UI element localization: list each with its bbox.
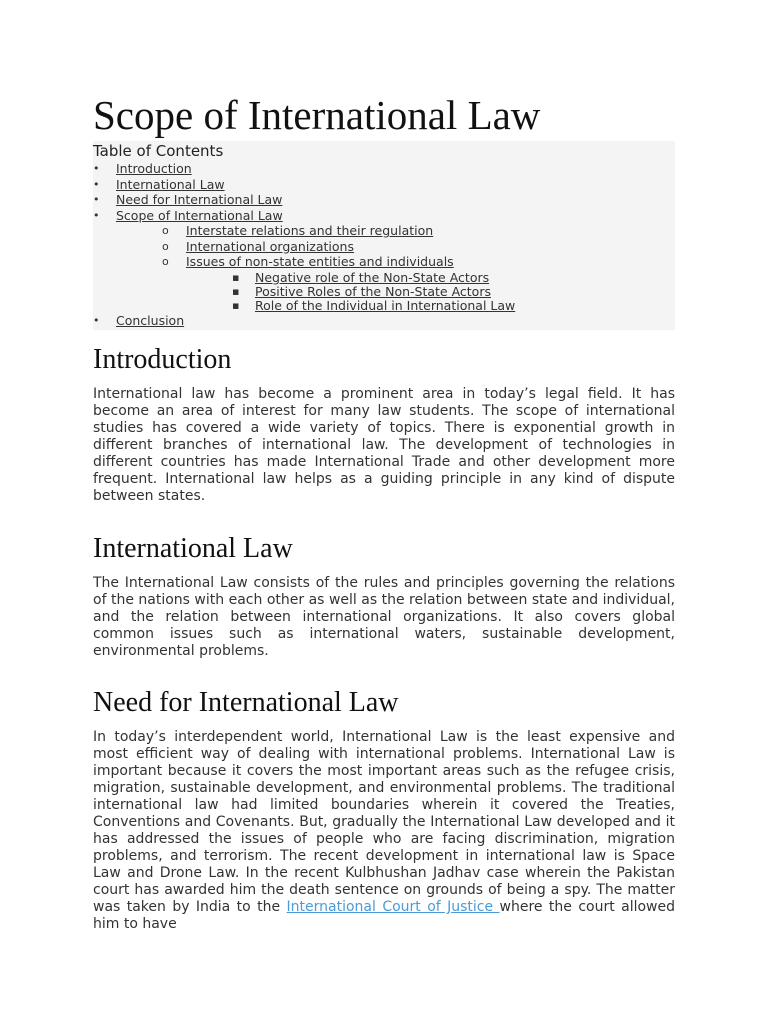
bullet-icon: • — [93, 193, 100, 206]
toc-link[interactable]: Negative role of the Non-State Actors — [255, 270, 490, 285]
toc-link[interactable]: Need for International Law — [116, 192, 283, 207]
icj-link[interactable]: International Court of Justice — [286, 899, 500, 915]
toc-item-international-law[interactable] — [116, 177, 225, 193]
toc-item-conclusion[interactable] — [116, 313, 184, 329]
bullet-icon: • — [93, 314, 100, 327]
toc-item-non-state[interactable] — [186, 254, 454, 270]
table-of-contents — [93, 141, 675, 330]
international-law-paragraph: The International Law consists of the rules and principles governing the relations of the nations with each other as well as the relation between state and individual, and the relation between international organizations. It also covers global common issues such as international waters, sustainable development, environmental problems. — [93, 575, 675, 659]
circle-bullet-icon: o — [162, 240, 169, 253]
square-bullet-icon: ▪ — [232, 271, 240, 284]
toc-item-organizations[interactable] — [186, 239, 354, 255]
toc-item-individual-role[interactable] — [255, 298, 515, 314]
toc-link[interactable]: Scope of International Law — [116, 208, 283, 223]
need-text-before-link: In today’s interdependent world, International Law is the least expensive and most efficient way of dealing with international problems. International Law is important because it covers the most important areas such as the refugee crisis, migration, sustainable development, and environmental problems. The traditional international law had limited boundaries wherein it covered the Treaties, Conventions and Covenants. But, gradually the International Law developed and it has addressed the issues of people who are facing discrimination, migration problems, and terrorism. The recent development in international law is Space Law and Drone Law. In the recent Kulbhushan Jadhav case wherein the Pakistan court has awarded him the death sentence on grounds of being a spy. The matter was taken by India to the — [93, 729, 675, 915]
international-law-heading: International Law — [93, 533, 293, 564]
need-paragraph — [93, 729, 675, 933]
bullet-icon: • — [93, 209, 100, 222]
toc-title: Table of Contents — [93, 142, 224, 160]
toc-link[interactable]: International organizations — [186, 239, 354, 254]
toc-item-scope[interactable] — [116, 208, 283, 224]
introduction-heading: Introduction — [93, 344, 232, 375]
toc-link[interactable]: Positive Roles of the Non-State Actors — [255, 284, 491, 299]
circle-bullet-icon: o — [162, 255, 169, 268]
bullet-icon: • — [93, 178, 100, 191]
toc-link[interactable]: Conclusion — [116, 313, 185, 328]
introduction-paragraph: International law has become a prominent area in today’s legal field. It has become an area of interest for many law students. The scope of international studies has covered a wide variety of topics. There is exponential growth in different branches of international law. The development of technologies in different countries has made International Trade and other development more frequent. International law helps as a guiding principle in any kind of dispute between states. — [93, 386, 675, 504]
need-heading: Need for International Law — [93, 687, 399, 718]
circle-bullet-icon: o — [162, 224, 169, 237]
toc-link[interactable]: Introduction — [116, 161, 192, 176]
toc-link[interactable]: Issues of non-state entities and individuals — [186, 254, 454, 269]
toc-item-need[interactable] — [116, 192, 282, 208]
square-bullet-icon: ▪ — [232, 299, 240, 312]
bullet-icon: • — [93, 162, 100, 175]
toc-link[interactable]: Role of the Individual in International Law — [255, 298, 516, 313]
toc-link[interactable]: Interstate relations and their regulation — [186, 223, 434, 238]
square-bullet-icon: ▪ — [232, 285, 240, 298]
toc-item-introduction[interactable] — [116, 161, 192, 177]
toc-item-interstate[interactable] — [186, 223, 433, 239]
need-text-after-link: where the court allowed him to have — [93, 899, 675, 932]
toc-link[interactable]: International Law — [116, 177, 225, 192]
page-title: Scope of International Law — [93, 92, 541, 138]
